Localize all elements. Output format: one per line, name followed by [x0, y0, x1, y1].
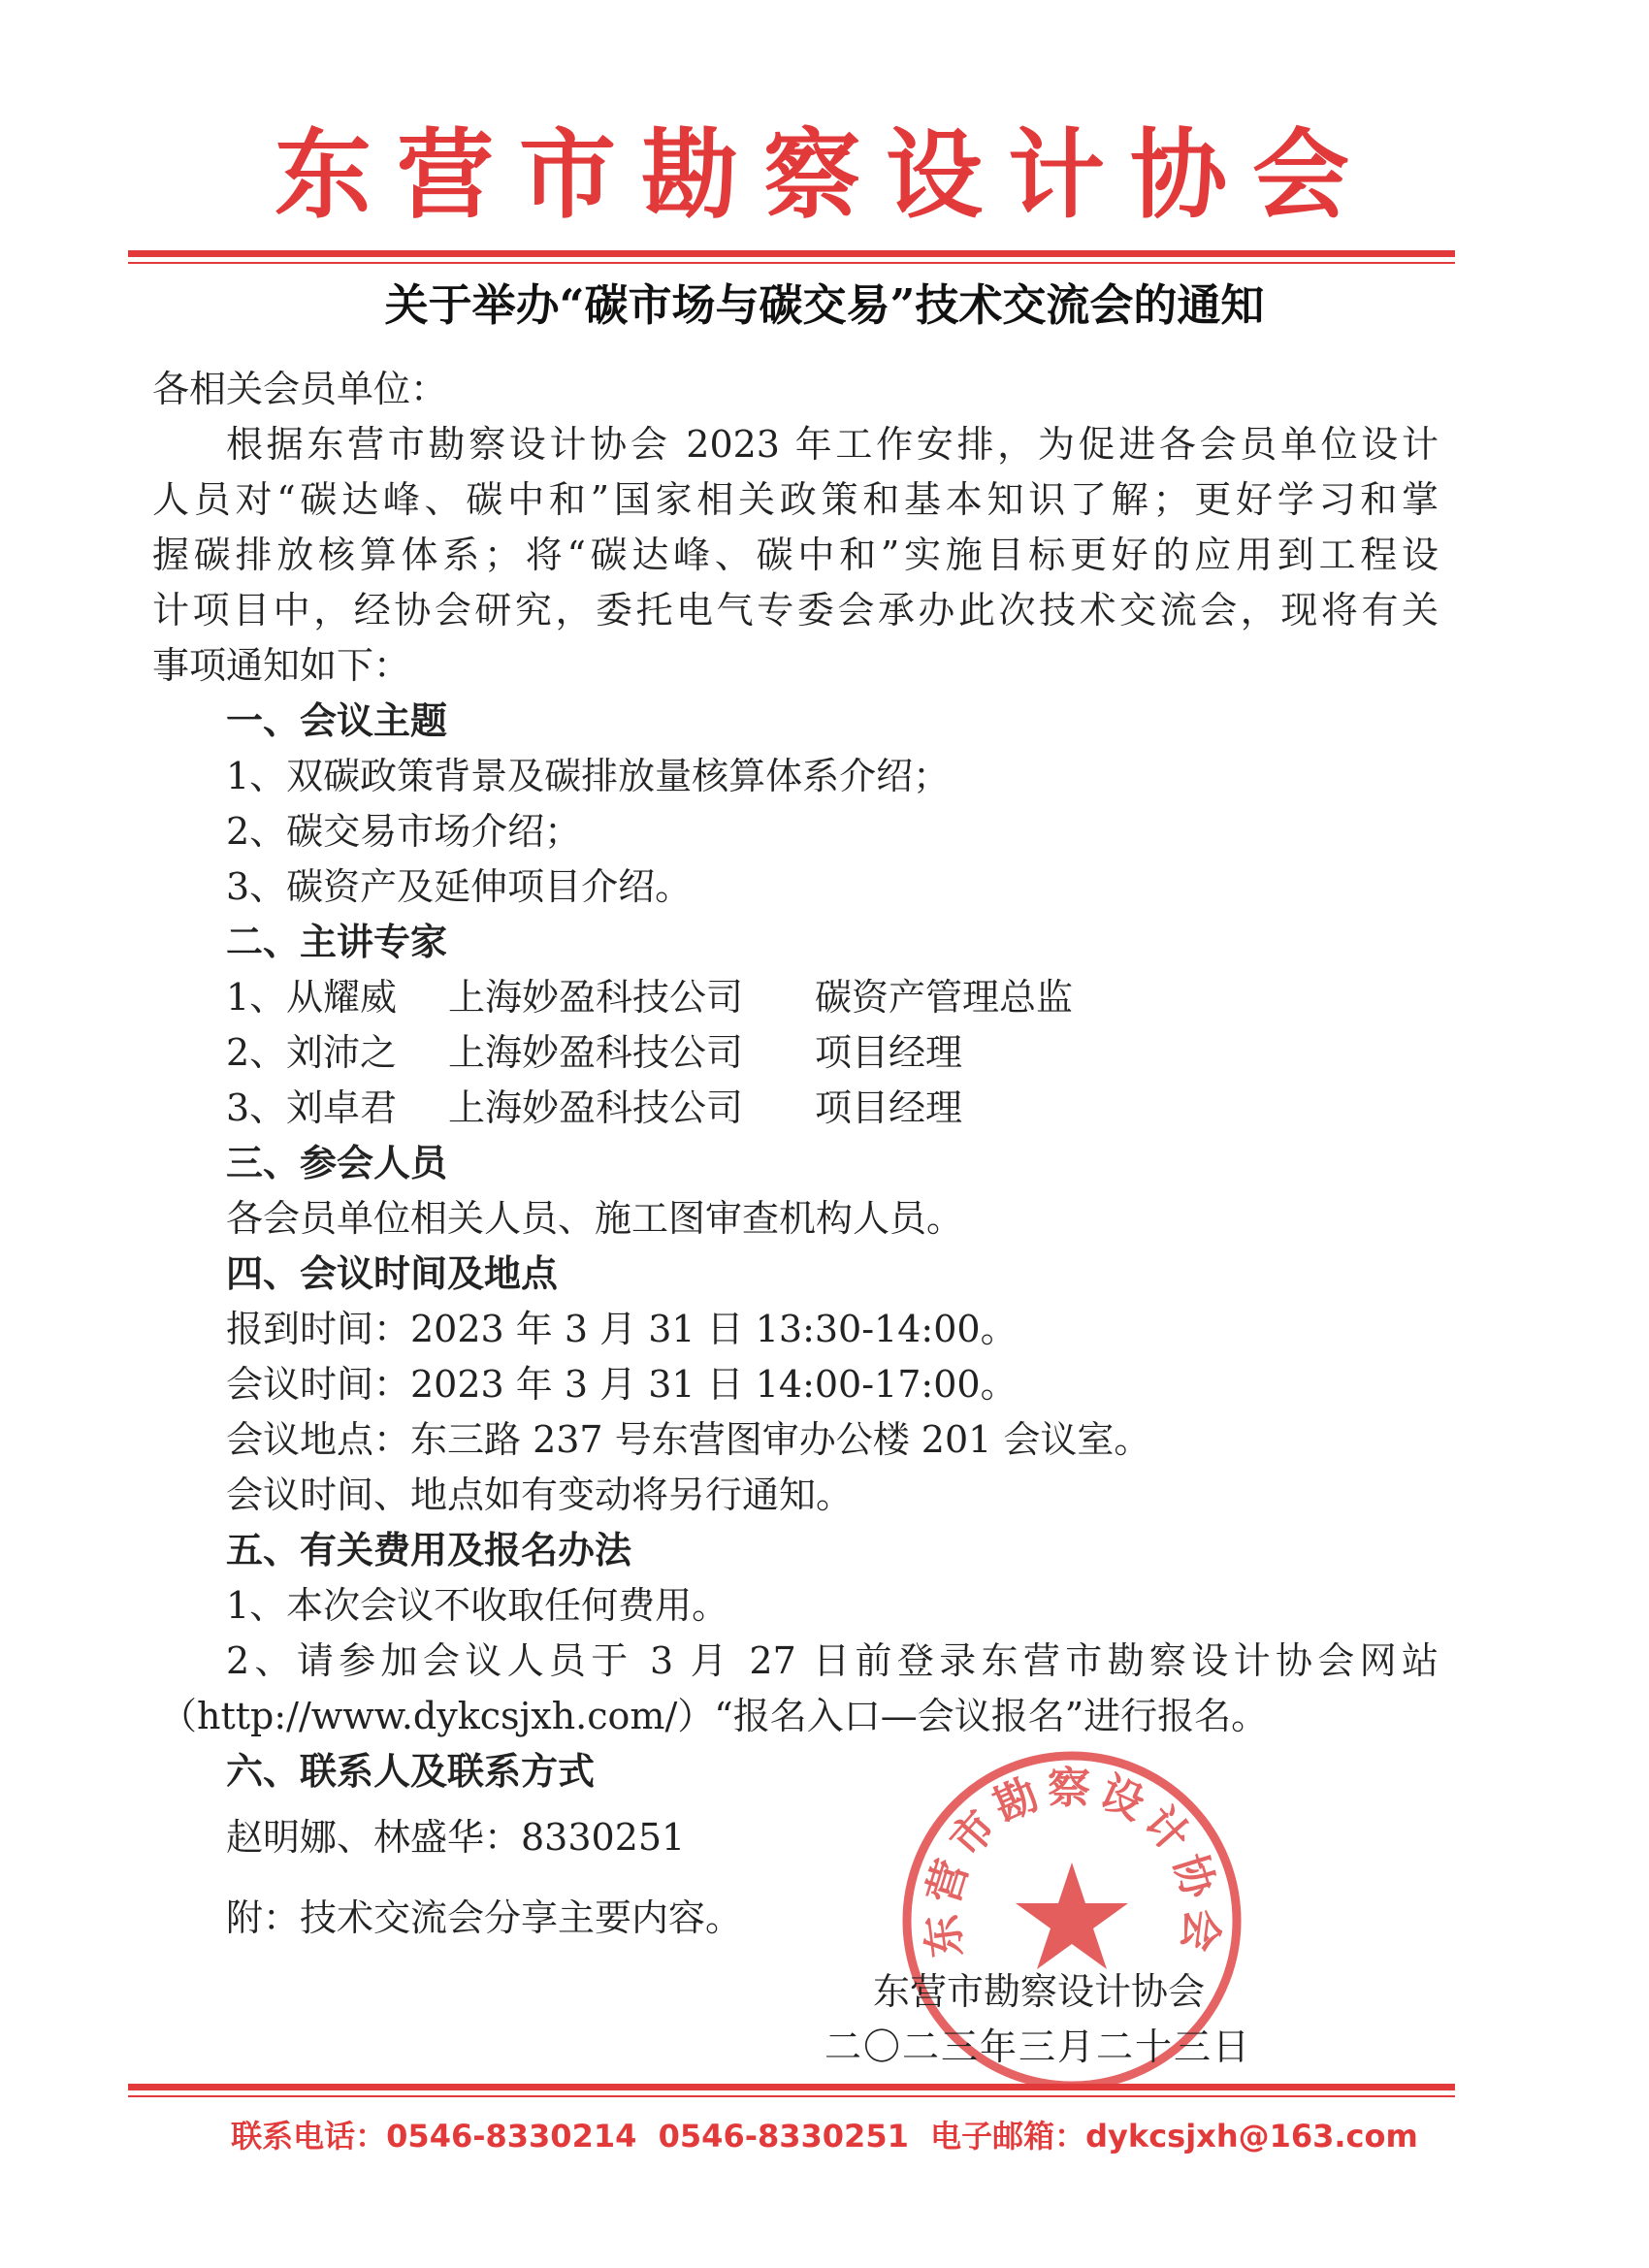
expert-number: 2、: [226, 1031, 287, 1074]
section-heading-contact: 六、联系人及联系方式: [226, 1749, 596, 1793]
notice-title: 关于举办“碳市场与碳交易”技术交流会的通知: [384, 279, 1265, 331]
org-letterhead-title: 东营市勘察设计协会: [275, 117, 1374, 232]
footer-rule-thin: [128, 2095, 1455, 2097]
intro-line: 根据东营市勘察设计协会 2023 年工作安排，为促进各会员单位设计: [226, 423, 1439, 466]
expert-company: 上海妙盈科技公司: [448, 1031, 744, 1074]
fees-item-link-line: （http://www.dykcsjxh.com/）“报名入口—会议报名”进行报名。: [160, 1695, 1269, 1737]
expert-title: 项目经理: [815, 1086, 963, 1129]
intro-line: 人员对“碳达峰、碳中和”国家相关政策和基本知识了解；更好学习和掌: [152, 478, 1439, 521]
theme-item: 1、双碳政策背景及碳排放量核算体系介绍；: [226, 755, 951, 797]
intro-line: 计项目中，经协会研究，委托电气专委会承办此次技术交流会，现将有关: [152, 589, 1439, 632]
signature-date: 二〇二三年三月二十三日: [824, 2025, 1252, 2068]
section-heading-time-place: 四、会议时间及地点: [226, 1251, 559, 1295]
theme-item: 3、碳资产及延伸项目介绍。: [226, 865, 693, 908]
intro-line: 事项通知如下：: [152, 644, 411, 687]
expert-company: 上海妙盈科技公司: [448, 976, 744, 1019]
intro-line: 握碳排放核算体系；将“碳达峰、碳中和”实施目标更好的应用到工程设: [152, 534, 1439, 576]
attendees-text: 各会员单位相关人员、施工图审查机构人员。: [226, 1197, 964, 1240]
section-heading-experts: 二、主讲专家: [226, 920, 448, 963]
letterhead-rule-thin: [128, 262, 1455, 264]
footer-contact-bar: [126, 2111, 1523, 2161]
letterhead-rule-thick: [128, 250, 1455, 257]
time-place-item: 会议时间：2023 年 3 月 31 日 14:00-17:00。: [226, 1363, 1018, 1406]
time-place-item: 报到时间：2023 年 3 月 31 日 13:30-14:00。: [226, 1308, 1018, 1350]
contact-text: 赵明娜、林盛华：8330251: [226, 1816, 686, 1859]
footer-email: dykcsjxh@163.com: [1085, 2118, 1418, 2155]
section-heading-theme: 一、会议主题: [226, 698, 448, 742]
footer-phone-2: 0546-8330251: [658, 2118, 909, 2155]
footer-phone-1: 0546-8330214: [386, 2118, 637, 2155]
footer-phone-label: 联系电话：: [231, 2118, 387, 2155]
svg-text:东营市勘察设计协会: 东营市勘察设计协会: [917, 1764, 1227, 1960]
time-place-item: 会议时间、地点如有变动将另行通知。: [226, 1474, 854, 1516]
section-heading-attendees: 三、参会人员: [226, 1141, 448, 1184]
footer-email-label: 电子邮箱：: [930, 2118, 1086, 2155]
expert-name: 从耀威: [286, 976, 398, 1019]
salutation: 各相关会员单位：: [152, 368, 448, 410]
expert-name: 刘沛之: [286, 1031, 398, 1074]
expert-number: 1、: [226, 976, 287, 1019]
expert-company: 上海妙盈科技公司: [448, 1086, 744, 1129]
signature-org: 东营市勘察设计协会: [873, 1970, 1206, 2013]
theme-item: 2、碳交易市场介绍；: [226, 810, 582, 853]
expert-title: 碳资产管理总监: [815, 976, 1074, 1019]
footer-rule-thick: [128, 2084, 1455, 2090]
expert-number: 3、: [226, 1086, 287, 1129]
fees-item: 2、请参加会议人员于 3 月 27 日前登录东营市勘察设计协会网站: [226, 1639, 1439, 1682]
expert-name: 刘卓君: [286, 1086, 398, 1129]
expert-title: 项目经理: [815, 1031, 963, 1074]
time-place-item: 会议地点：东三路 237 号东营图审办公楼 201 会议室。: [226, 1418, 1151, 1461]
fees-item: 1、本次会议不收取任何费用。: [226, 1584, 729, 1627]
attachment-note: 附：技术交流会分享主要内容。: [226, 1896, 743, 1939]
section-heading-fees: 五、有关费用及报名办法: [226, 1528, 632, 1571]
